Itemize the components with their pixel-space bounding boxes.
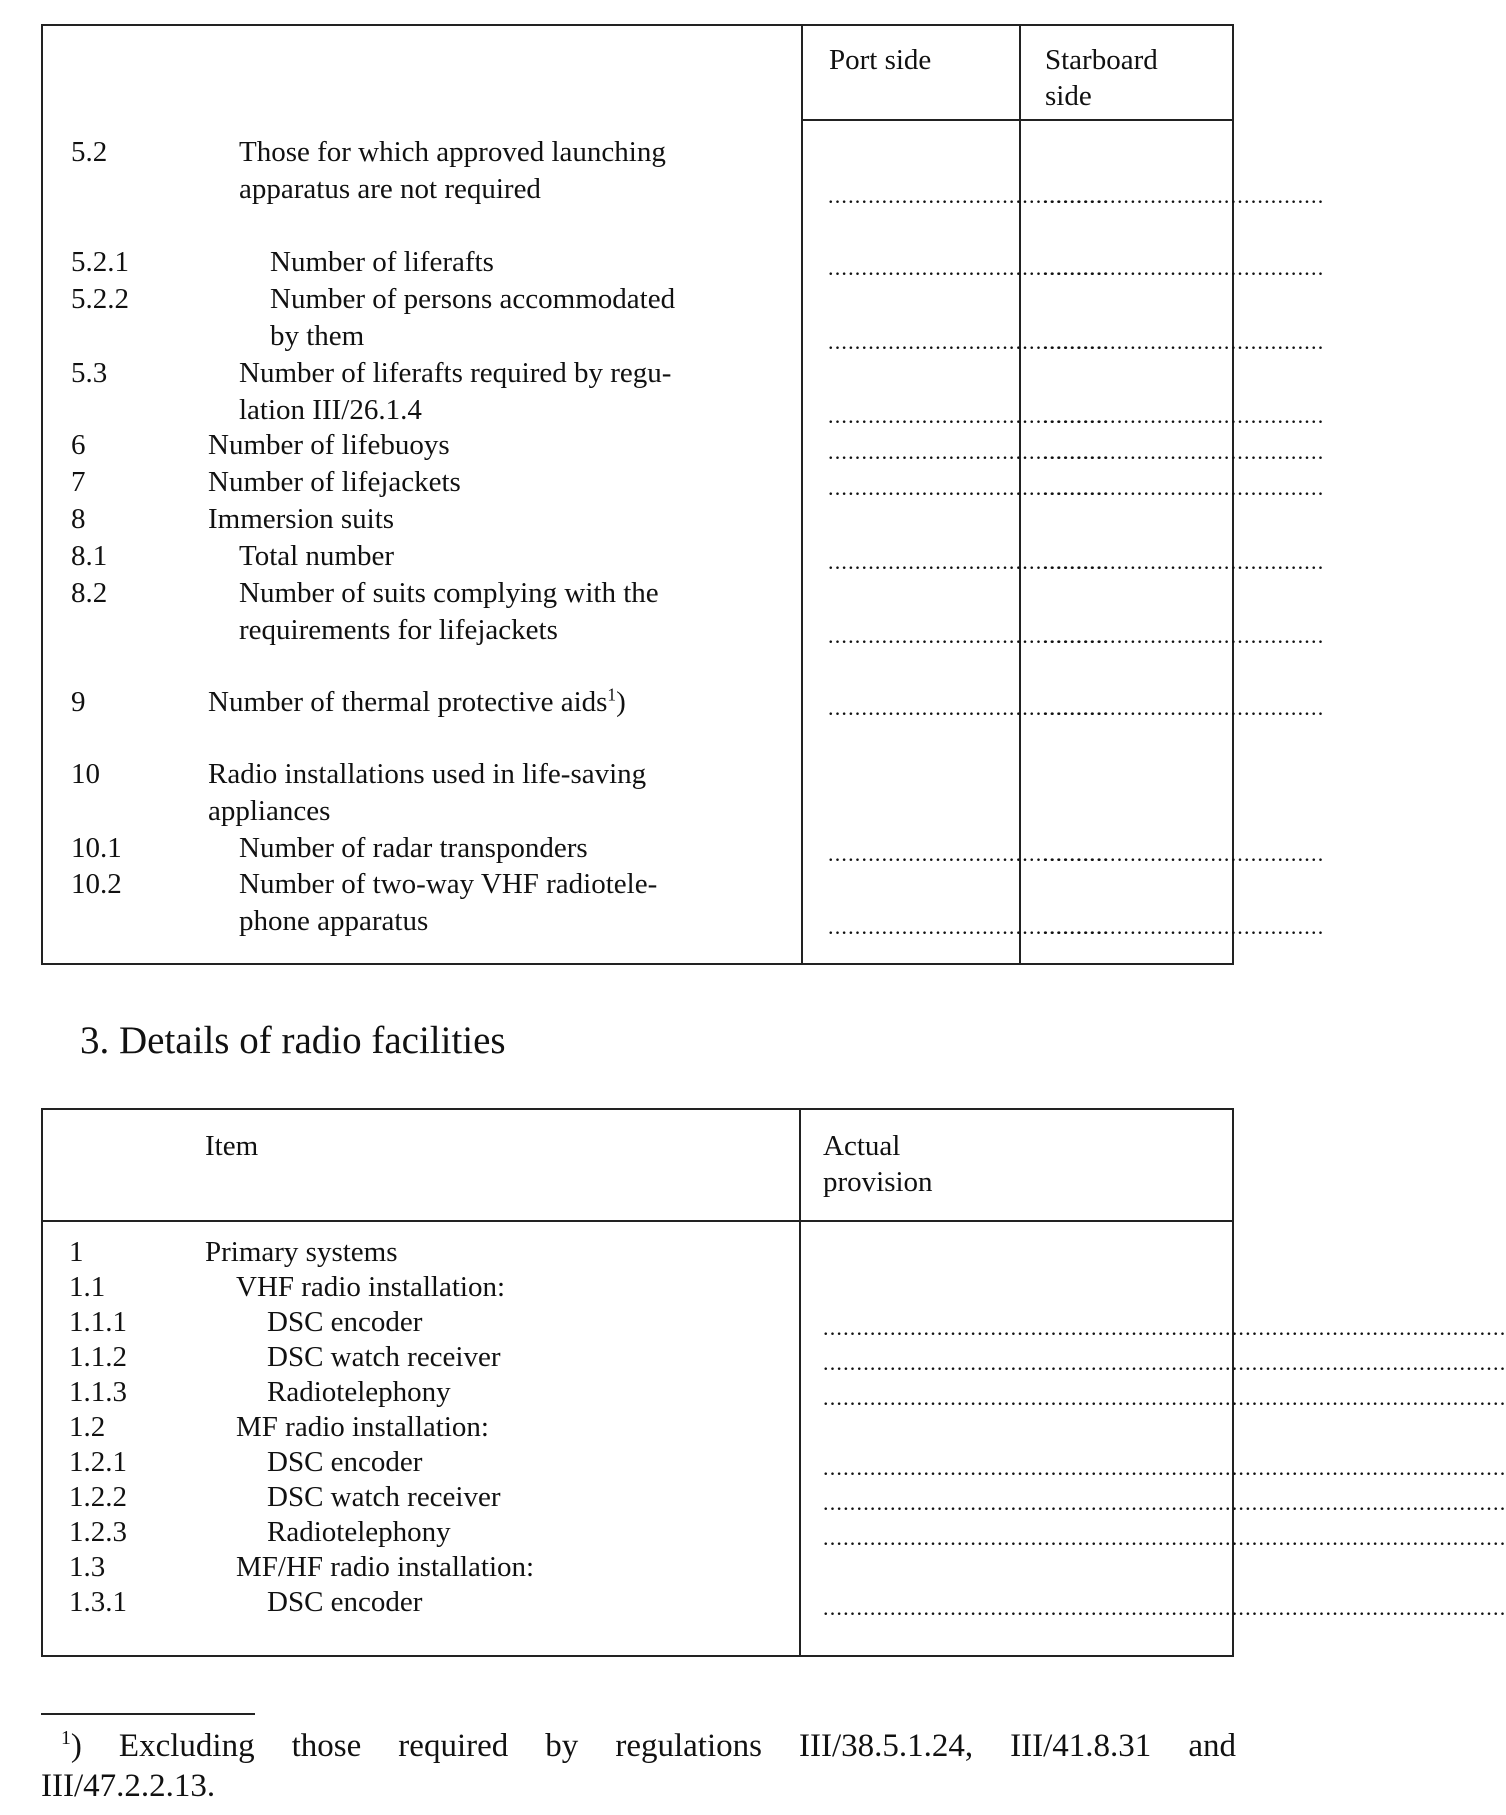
- row-number: 10: [71, 758, 100, 790]
- row-label: Total number: [239, 540, 395, 572]
- row-number: 9: [71, 686, 86, 718]
- row-number: 5.3: [71, 357, 108, 389]
- row-label-end: ): [616, 686, 626, 718]
- row-label: MF radio installation:: [236, 1411, 489, 1443]
- row-label-cont: phone apparatus: [239, 905, 429, 937]
- row-number: 1.1: [69, 1271, 106, 1303]
- row-number: 10.1: [71, 832, 122, 864]
- row-number: 1.3: [69, 1551, 106, 1583]
- port-entry-field[interactable]: ..........................................: [828, 841, 1110, 866]
- starboard-entry-field[interactable]: ..........................................: [1043, 549, 1325, 574]
- footnote-ref: 1: [607, 684, 617, 705]
- footnote-rule: [41, 1713, 255, 1715]
- header-starboard-side-line2: side: [1045, 80, 1092, 112]
- row-number: 1.2: [69, 1411, 106, 1443]
- row-label: Number of liferafts required by regu-: [239, 357, 672, 389]
- starboard-entry-field[interactable]: ..........................................: [1043, 914, 1325, 939]
- row-number: 8.1: [71, 540, 108, 572]
- row-label-cont: requirements for lifejackets: [239, 614, 558, 646]
- radio-facilities-table: [41, 1108, 1506, 1657]
- header-divider: [801, 119, 1232, 121]
- starboard-entry-field[interactable]: ..........................................: [1043, 841, 1325, 866]
- header-starboard-side-line1: Starboard: [1045, 44, 1158, 76]
- provision-entry-field[interactable]: ......................................................................................................: [823, 1525, 1506, 1550]
- row-number: 1.1.2: [69, 1341, 127, 1373]
- port-entry-field[interactable]: ..........................................: [828, 475, 1110, 500]
- row-label: Number of suits complying with the: [239, 577, 659, 609]
- row-number: 7: [71, 466, 86, 498]
- port-entry-field[interactable]: ..........................................: [828, 329, 1110, 354]
- row-number: 1.1.3: [69, 1376, 127, 1408]
- row-label: DSC watch receiver: [267, 1481, 501, 1513]
- provision-entry-field[interactable]: ......................................................................................................: [823, 1350, 1506, 1375]
- port-entry-field[interactable]: ..........................................: [828, 439, 1110, 464]
- header-actual-provision-line2: provision: [823, 1166, 933, 1198]
- row-number: 10.2: [71, 868, 122, 900]
- row-number: 1.2.2: [69, 1481, 127, 1513]
- row-number: 6: [71, 429, 86, 461]
- row-label: Those for which approved launching: [239, 136, 666, 168]
- provision-entry-field[interactable]: ......................................................................................................: [823, 1455, 1506, 1480]
- row-label-cont: appliances: [208, 795, 331, 827]
- row-label-text: Number of thermal protective aids: [208, 686, 608, 718]
- header-port-side: Port side: [829, 44, 932, 76]
- starboard-entry-field[interactable]: ..........................................: [1043, 623, 1325, 648]
- footnote-marker: 1: [61, 1727, 71, 1749]
- row-label: DSC watch receiver: [267, 1341, 501, 1373]
- provision-entry-field[interactable]: ......................................................................................................: [823, 1385, 1506, 1410]
- row-label: Number of lifejackets: [208, 466, 461, 498]
- row-number: 1: [69, 1236, 84, 1268]
- row-number: 8: [71, 503, 86, 535]
- starboard-entry-field[interactable]: ..........................................: [1043, 329, 1325, 354]
- row-label: DSC encoder: [267, 1446, 423, 1478]
- port-entry-field[interactable]: ..........................................: [828, 549, 1110, 574]
- provision-entry-field[interactable]: ......................................................................................................: [823, 1490, 1506, 1515]
- header-item: Item: [205, 1130, 259, 1162]
- row-number: 5.2: [71, 136, 108, 168]
- row-number: 5.2.2: [71, 283, 129, 315]
- row-label: DSC encoder: [267, 1306, 423, 1338]
- footnote-line-2: III/47.2.2.13.: [41, 1768, 216, 1804]
- port-entry-field[interactable]: ..........................................: [828, 914, 1110, 939]
- row-label: DSC encoder: [267, 1586, 423, 1618]
- row-number: 5.2.1: [71, 246, 129, 278]
- row-label: Number of two-way VHF radiotele-: [239, 868, 658, 900]
- starboard-entry-field[interactable]: ..........................................: [1043, 439, 1325, 464]
- row-number: 1.2.1: [69, 1446, 127, 1478]
- section-title: 3. Details of radio facilities: [80, 1019, 506, 1062]
- row-number: 1.2.3: [69, 1516, 127, 1548]
- row-label: Radiotelephony: [267, 1516, 451, 1548]
- row-label: Immersion suits: [208, 503, 395, 535]
- header-divider: [43, 1220, 1232, 1222]
- port-entry-field[interactable]: ..........................................: [828, 403, 1110, 428]
- row-label: VHF radio installation:: [236, 1271, 506, 1303]
- row-label-cont: lation III/26.1.4: [239, 394, 422, 426]
- row-label: Number of radar transponders: [239, 832, 588, 864]
- row-number: 1.3.1: [69, 1586, 127, 1618]
- port-entry-field[interactable]: ..........................................: [828, 255, 1110, 280]
- starboard-entry-field[interactable]: ..........................................: [1043, 183, 1325, 208]
- row-label: Number of persons accommodated: [270, 283, 676, 315]
- row-label: Primary systems: [205, 1236, 398, 1268]
- row-label: MF/HF radio installation:: [236, 1551, 535, 1583]
- row-label: Number of liferafts: [270, 246, 494, 278]
- row-number: 8.2: [71, 577, 108, 609]
- port-entry-field[interactable]: ..........................................: [828, 623, 1110, 648]
- provision-entry-field[interactable]: ......................................................................................................: [823, 1315, 1506, 1340]
- starboard-entry-field[interactable]: ..........................................: [1043, 403, 1325, 428]
- footnote-line-1: [41, 1726, 1236, 1766]
- row-label: [208, 684, 626, 721]
- row-label-cont: apparatus are not required: [239, 173, 541, 205]
- provision-entry-field[interactable]: ......................................................................................................: [823, 1595, 1506, 1620]
- footnote-text: ) Excluding those required by regulations III/38.5.1.24, III/41.8.31 and: [70, 1728, 1236, 1764]
- lifesaving-table: [41, 24, 1325, 965]
- row-label-cont: by them: [270, 320, 365, 352]
- row-label: Radio installations used in life-saving: [208, 758, 647, 790]
- footnote: [41, 1726, 1236, 1806]
- starboard-entry-field[interactable]: ..........................................: [1043, 695, 1325, 720]
- row-number: 1.1.1: [69, 1306, 127, 1338]
- column-divider: [801, 26, 803, 963]
- port-entry-field[interactable]: ..........................................: [828, 695, 1110, 720]
- starboard-entry-field[interactable]: ..........................................: [1043, 255, 1325, 280]
- row-label: Number of lifebuoys: [208, 429, 450, 461]
- column-divider: [799, 1110, 801, 1655]
- starboard-entry-field[interactable]: ..........................................: [1043, 475, 1325, 500]
- row-label: Radiotelephony: [267, 1376, 451, 1408]
- header-actual-provision-line1: Actual: [823, 1130, 901, 1162]
- port-entry-field[interactable]: ..........................................: [828, 183, 1110, 208]
